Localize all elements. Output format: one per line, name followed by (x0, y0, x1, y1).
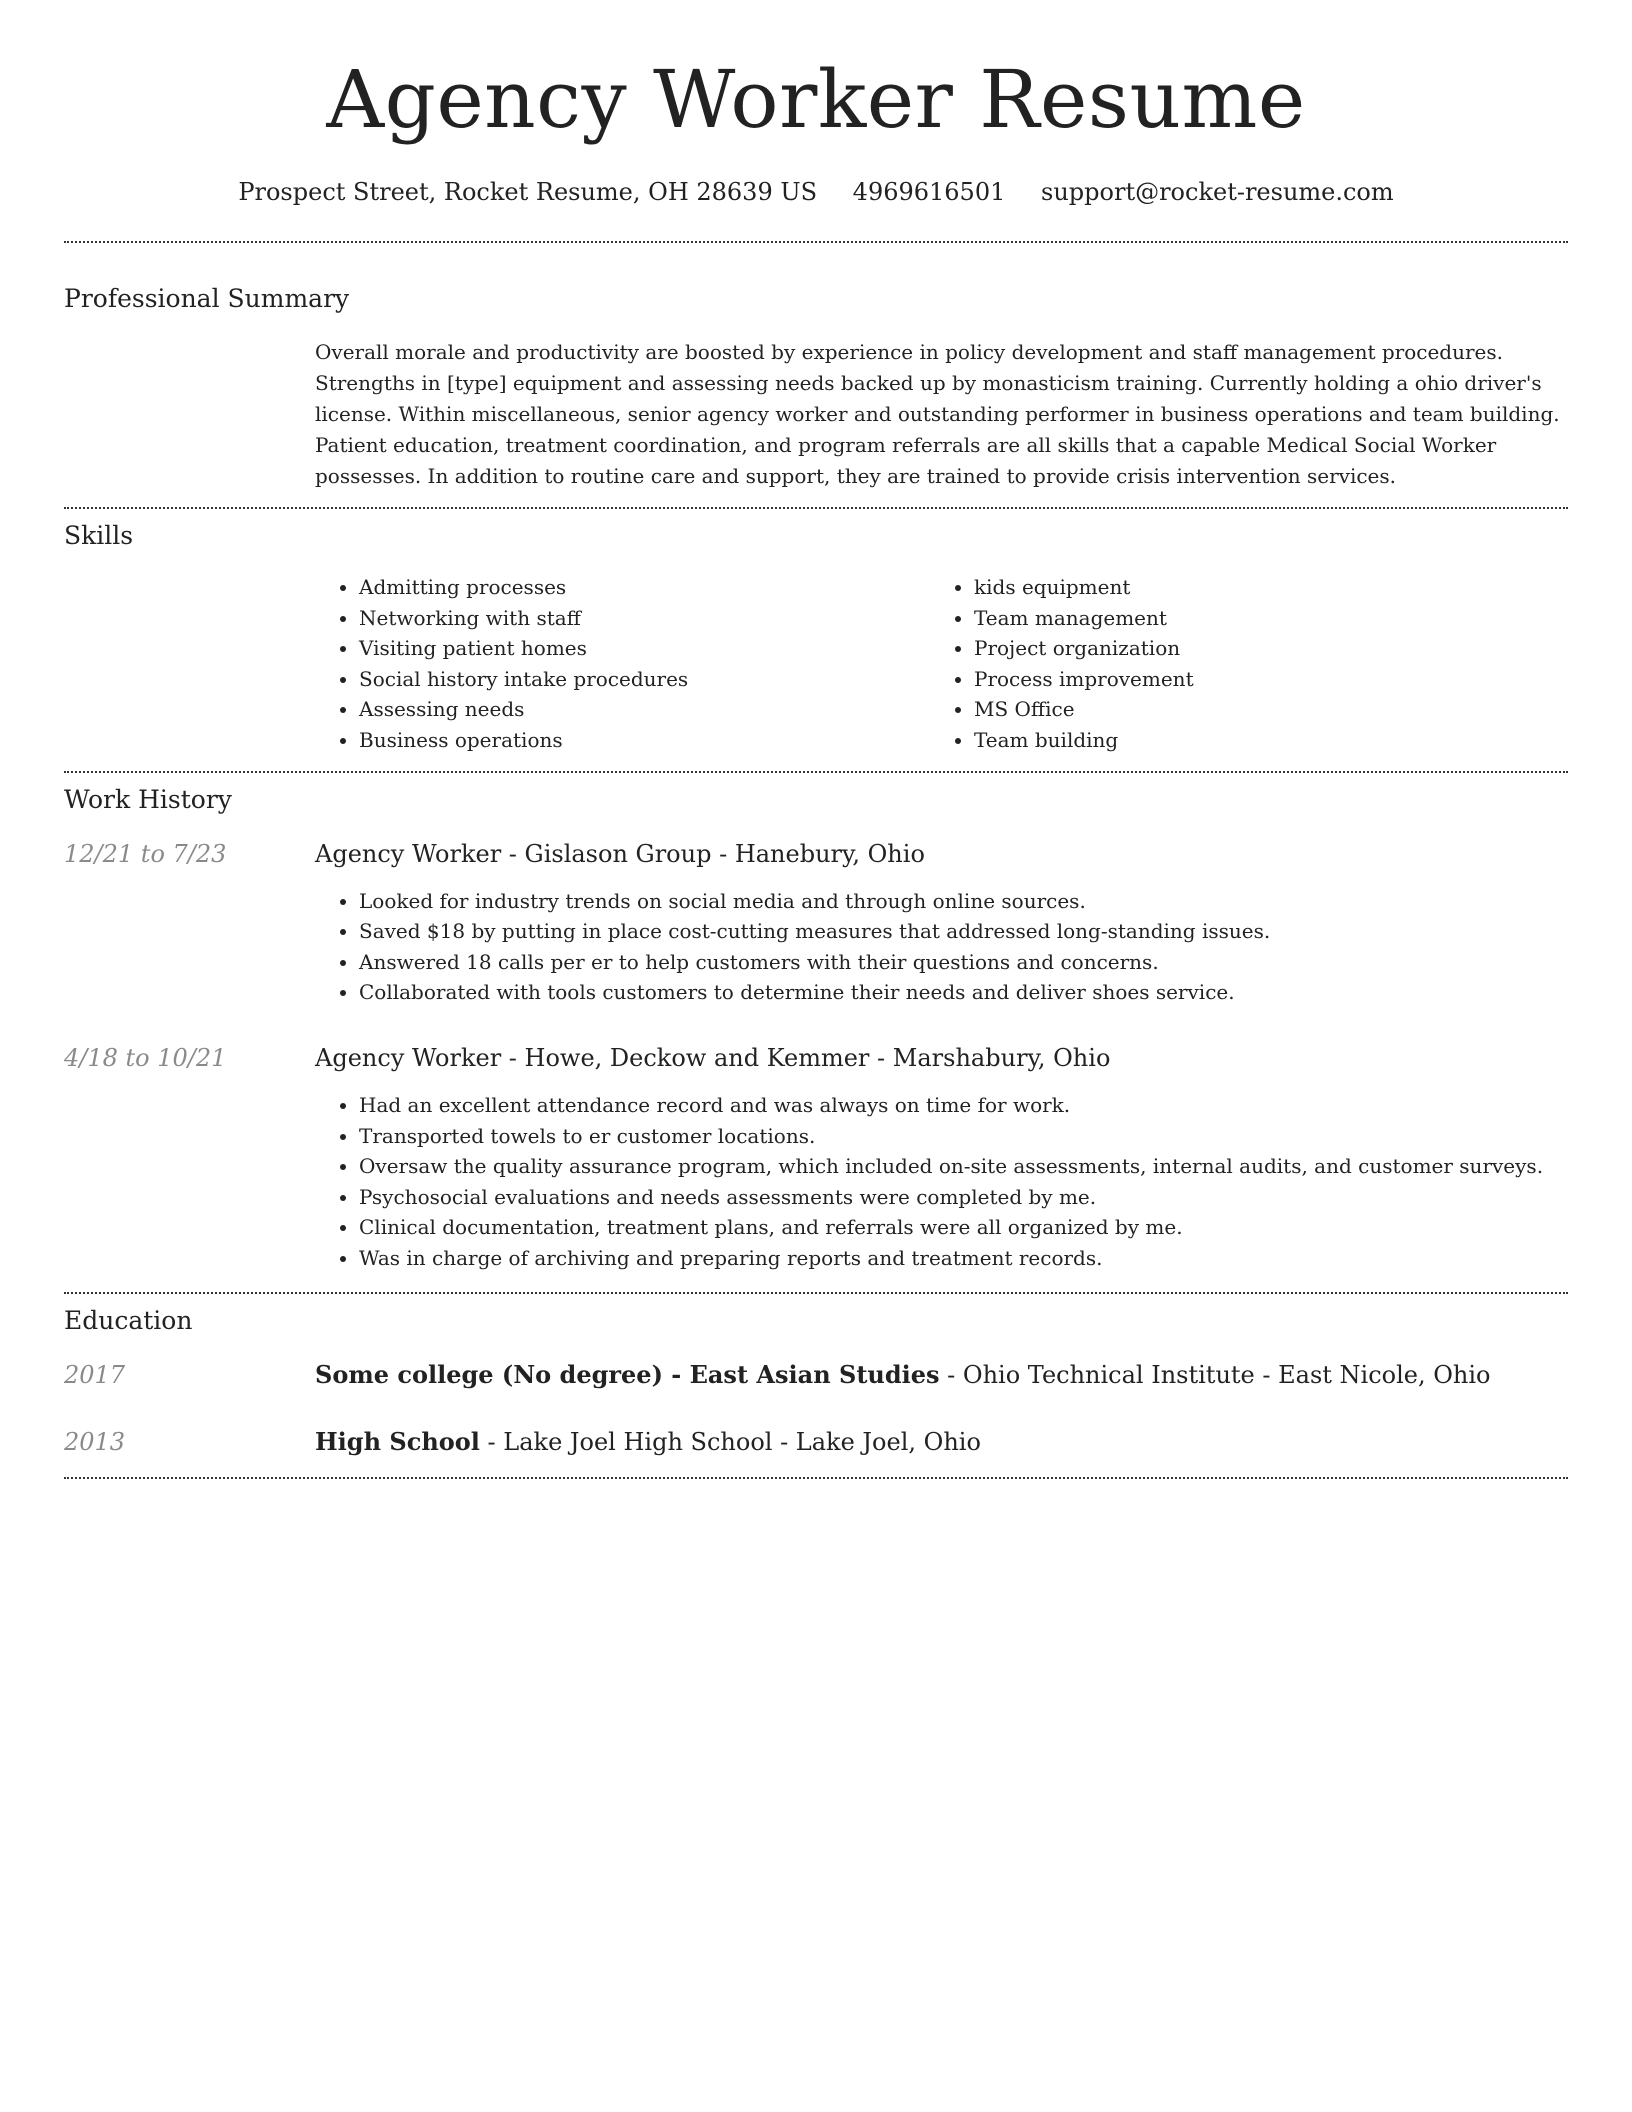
job-dates: 12/21 to 7/23 (64, 839, 227, 868)
education-details: - Lake Joel High School - Lake Joel, Ohio (479, 1427, 981, 1456)
job-heading: Agency Worker - Gislason Group - Hanebury, Ohio (315, 839, 925, 868)
skill-item: • Team building (974, 725, 1545, 756)
job-entry (64, 1042, 1568, 1274)
summary-text: Overall morale and productivity are boosted by experience in policy development and staff management procedures. Strengths in [type] equipment and assessing needs backed up by monasticism training. Currently holding a ohio driver's license. Within miscellaneous, senior agency worker and outstanding performer in business operations and team building. Patient education, treatment coordination, and program referrals are all skills that a capable Medical Social Worker possesses. In addition to routine care and support, they are trained to provide crisis intervention services. (315, 340, 1560, 488)
job-bullet: • Looked for industry trends on social media and through online sources. (359, 886, 1568, 917)
work-heading: Work History (64, 784, 232, 814)
education-section (64, 1305, 1568, 1458)
contact-address: Prospect Street, Rocket Resume, OH 28639 US (238, 178, 818, 206)
job-entry (64, 838, 1568, 1008)
skill-item: • Networking with staff (359, 603, 930, 634)
job-bullets (315, 1090, 1568, 1274)
education-entry (64, 1426, 1568, 1458)
skill-item: • Process improvement (974, 664, 1545, 695)
job-bullets (315, 886, 1568, 1008)
job-bullet: • Oversaw the quality assurance program, which included on-site assessments, internal audits, and customer surveys. (359, 1151, 1568, 1182)
skills-list-right (930, 572, 1545, 756)
work-section (64, 784, 1568, 1274)
job-bullet: • Had an excellent attendance record and was always on time for work. (359, 1090, 1568, 1121)
divider (64, 241, 1568, 243)
summary-heading: Professional Summary (64, 284, 350, 313)
skill-item: • Business operations (359, 725, 930, 756)
contact-email[interactable]: support@rocket-resume.com (1041, 178, 1394, 206)
contact-phone: 4969616501 (852, 178, 1006, 206)
contact-line (64, 176, 1568, 208)
skill-item: • Project organization (974, 633, 1545, 664)
skill-item: • MS Office (974, 694, 1545, 725)
skill-item: • Assessing needs (359, 694, 930, 725)
summary-section (64, 283, 1568, 492)
job-dates: 4/18 to 10/21 (64, 1043, 227, 1072)
education-year: 2017 (64, 1360, 126, 1389)
skill-item: • Social history intake procedures (359, 664, 930, 695)
skills-section (64, 520, 1568, 756)
job-bullet: • Answered 18 calls per er to help customers with their questions and concerns. (359, 947, 1568, 978)
job-bullet: • Was in charge of archiving and preparing reports and treatment records. (359, 1243, 1568, 1274)
education-details: - Ohio Technical Institute - East Nicole, Ohio (939, 1360, 1491, 1389)
divider (64, 1292, 1568, 1294)
education-heading: Education (64, 1305, 193, 1335)
skill-item: • Visiting patient homes (359, 633, 930, 664)
education-entry (64, 1359, 1568, 1391)
resume-title: Agency Worker Resume (326, 53, 1306, 146)
resume-page (64, 0, 1568, 1479)
job-bullet: • Psychosocial evaluations and needs assessments were completed by me. (359, 1182, 1568, 1213)
education-year: 2013 (64, 1427, 126, 1456)
divider (64, 507, 1568, 509)
job-bullet: • Clinical documentation, treatment plans, and referrals were all organized by me. (359, 1212, 1568, 1243)
education-degree: High School (315, 1426, 480, 1456)
skills-grid (315, 572, 1568, 756)
skill-item: • Admitting processes (359, 572, 930, 603)
job-bullet: • Saved $18 by putting in place cost-cutting measures that addressed long-standing issues. (359, 916, 1568, 947)
skills-heading: Skills (64, 521, 134, 550)
divider (64, 771, 1568, 773)
job-bullet: • Collaborated with tools customers to determine their needs and deliver shoes service. (359, 977, 1568, 1008)
skills-list-left (315, 572, 930, 756)
education-degree: Some college (No degree) - East Asian Studies (315, 1359, 940, 1389)
job-bullet: • Transported towels to er customer locations. (359, 1121, 1568, 1152)
job-heading: Agency Worker - Howe, Deckow and Kemmer - Marshabury, Ohio (315, 1043, 1111, 1072)
divider (64, 1477, 1568, 1479)
skill-item: • Team management (974, 603, 1545, 634)
skill-item: • kids equipment (974, 572, 1545, 603)
